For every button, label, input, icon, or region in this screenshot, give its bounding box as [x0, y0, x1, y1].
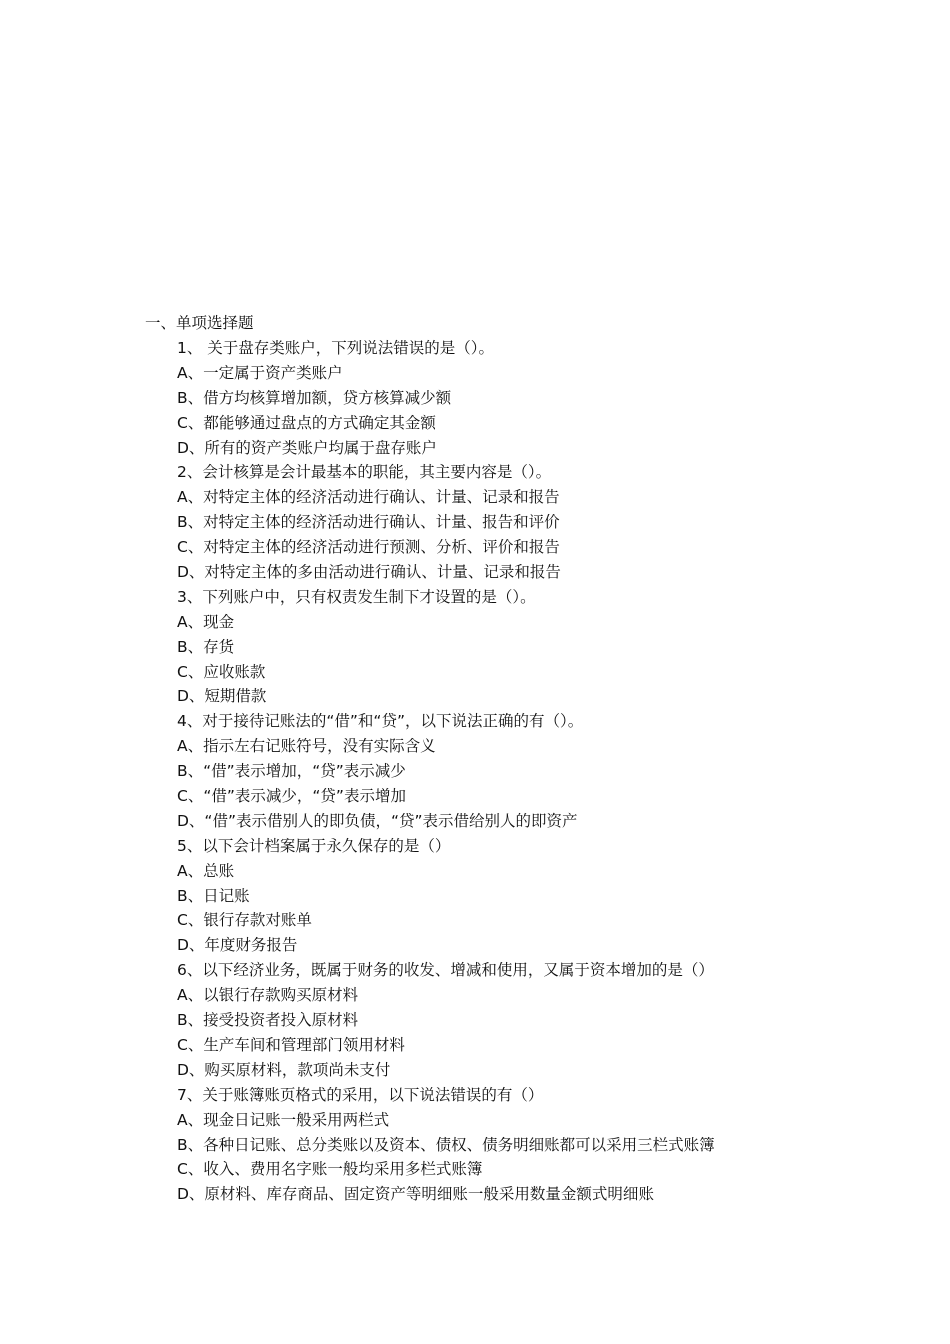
question-3	[177, 585, 937, 709]
option-b: B、日记账	[177, 886, 250, 905]
option-a: A、指示左右记账符号，没有实际含义	[177, 737, 436, 756]
question-list	[177, 336, 937, 1207]
question-7	[177, 1083, 937, 1207]
option-a: A、总账	[177, 861, 235, 880]
question-6	[177, 958, 937, 1082]
option-d: D、原材料、库存商品、固定资产等明细账一般采用数量金额式明细账	[177, 1185, 654, 1204]
question-stem: 4、对于接待记账法的“借”和“贷”，以下说法正确的有（）。	[177, 712, 584, 731]
option-b: B、借方均核算增加额，贷方核算减少额	[177, 388, 452, 407]
option-c: C、银行存款对账单	[177, 911, 312, 930]
question-stem: 3、下列账户中，只有权责发生制下才设置的是（）。	[177, 587, 536, 606]
option-b: B、“借”表示增加，“贷”表示减少	[177, 762, 406, 781]
option-c: C、收入、费用名字账一般均采用多栏式账簿	[177, 1160, 483, 1179]
question-stem: 7、关于账簿账页格式的采用，以下说法错误的有（）	[177, 1085, 544, 1104]
option-b: B、对特定主体的经济活动进行确认、计量、报告和评价	[177, 513, 560, 532]
option-c: C、生产车间和管理部门领用材料	[177, 1035, 405, 1054]
option-c: C、都能够通过盘点的方式确定其金额	[177, 413, 436, 432]
option-c: C、“借”表示减少，“贷”表示增加	[177, 787, 406, 806]
question-stem: 1、 关于盘存类账户，下列说法错误的是（）。	[177, 339, 495, 357]
question-stem: 5、以下会计档案属于永久保存的是（）	[177, 836, 451, 855]
option-b: B、接受投资者投入原材料	[177, 1011, 359, 1030]
option-d: D、年度财务报告	[177, 936, 298, 955]
question-2	[177, 460, 937, 584]
option-d: D、购买原材料，款项尚未支付	[177, 1060, 391, 1079]
question-1	[177, 336, 937, 460]
option-a: A、一定属于资产类账户	[177, 363, 343, 382]
option-a: A、现金	[177, 612, 235, 631]
option-a: A、以银行存款购买原材料	[177, 986, 359, 1005]
option-d: D、所有的资产类账户均属于盘存账户	[177, 438, 437, 457]
question-5	[177, 834, 937, 958]
option-b: B、存货	[177, 637, 235, 656]
question-stem: 2、会计核算是会计最基本的职能，其主要内容是（）。	[177, 463, 552, 482]
section-title: 一、单项选择题	[145, 314, 254, 332]
option-d: D、对特定主体的多由活动进行确认、计量、记录和报告	[177, 563, 561, 582]
question-stem: 6、以下经济业务，既属于财务的收发、增减和使用，又属于资本增加的是（）	[177, 961, 714, 980]
option-d: D、短期借款	[177, 687, 267, 706]
option-b: B、各种日记账、总分类账以及资本、债权、债务明细账都可以采用三栏式账簿	[177, 1135, 715, 1154]
question-4	[177, 709, 937, 833]
option-c: C、应收账款	[177, 662, 266, 681]
option-a: A、对特定主体的经济活动进行确认、计量、记录和报告	[177, 488, 560, 507]
option-a: A、现金日记账一般采用两栏式	[177, 1110, 390, 1129]
option-d: D、“借”表示借别人的即负债，“贷”表示借给别人的即资产	[177, 811, 578, 830]
option-c: C、对特定主体的经济活动进行预测、分析、评价和报告	[177, 538, 560, 557]
